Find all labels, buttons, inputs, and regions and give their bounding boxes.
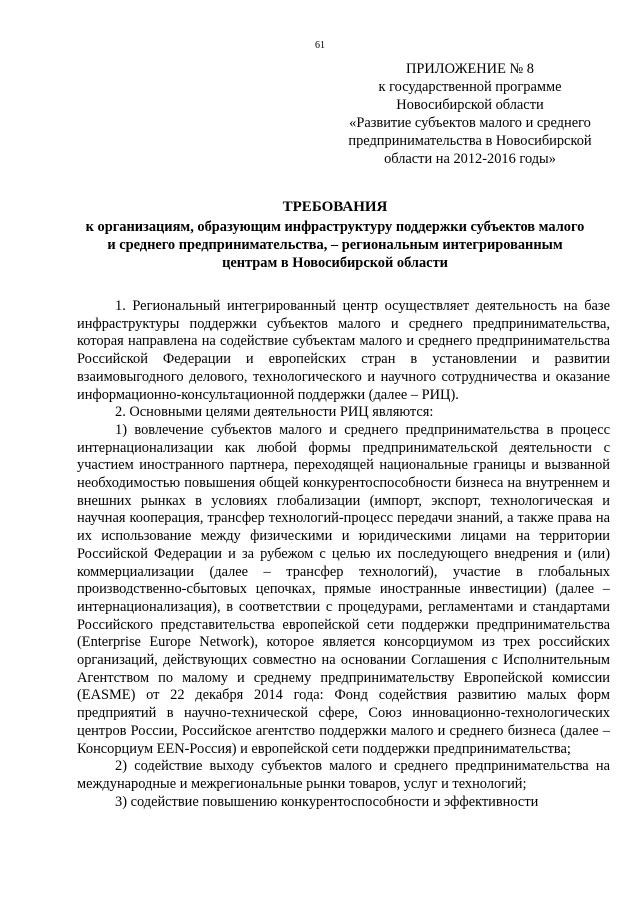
paragraph: 1. Региональный интегрированный центр осуществляет деятельность на базе инфраструктуры поддержки субъектов малого и среднего предпринимательства, которая направлена на содействие субъектам малого и среднего предпринимательства Российской Федерации и европейских стран в установлении и развитии взаимовыгодного делового, технологического и научного сотрудничества и оказание информационно-консультационной поддержки (далее – РИЦ). — [77, 298, 610, 403]
paragraph: 2) содействие выходу субъектов малого и среднего предпринимательства на международные и межрегиональные рынки товаров, услуг и технологий; — [77, 758, 610, 792]
title-line: к организациям, образующим инфраструктуру поддержки субъектов малого — [85, 219, 585, 235]
title-main: ТРЕБОВАНИЯ — [282, 199, 388, 215]
paragraph: 2. Основными целями деятельности РИЦ являются: — [115, 404, 434, 421]
appendix-line: предпринимательства в Новосибирской — [348, 133, 592, 149]
page-number: 61 — [315, 40, 325, 51]
paragraph: 3) содействие повышению конкурентоспособности и эффективности — [115, 793, 539, 810]
document-title — [60, 198, 610, 272]
appendix-header — [330, 60, 610, 168]
paragraph: 1) вовлечение субъектов малого и среднего предпринимательства в процесс интернационализации как любой формы предпринимательской деятельности с участием иностранного партнера, переходящей национальные границы и вызванной необходимостью повышения общей конкурентоспособности бизнеса на внутреннем и внешних рынках в условиях глобализации (импорт, экспорт, технологическая и научная кооперация, трансфер технологий-процесс передачи знаний, а также права на их использование между физическими и юридическими лицами на территории Российской Федерации и за рубежом с целью их последующего внедрения и (или) коммерциализации (далее – трансфер технологий), участие в глобальных производственно-сбытовых цепочках, прямые иностранные инвестиции) (далее – интернационализация), в соответствии с процедурами, регламентами и стандартами Российского представительства европейской сети поддержки предпринимательства (Enterprise Europe Network), которое является консорциумом из трех российских организаций, действующих совместно на основании Соглашения с Исполнительным Агентством по малому и среднему предпринимательству Европейской комиссии (EASME) от 22 декабря 2014 года: Фонд содействия развитию малых форм предприятий в научно-технической сфере, Союз инновационно-технологических центров России, Российское агентство поддержки малого и среднего бизнеса (далее – Консорциум EEN-Россия) и европейской сети поддержки предпринимательства; — [77, 421, 610, 757]
appendix-line: Новосибирской области — [396, 97, 544, 113]
appendix-line: к государственной программе — [378, 79, 562, 95]
document-body — [77, 298, 610, 811]
appendix-line: ПРИЛОЖЕНИЕ № 8 — [406, 61, 534, 77]
title-line: и среднего предпринимательства, – региональным интегрированным — [107, 237, 563, 253]
appendix-line: области на 2012-2016 годы» — [384, 151, 556, 167]
appendix-line: «Развитие субъектов малого и среднего — [349, 115, 591, 131]
title-line: центрам в Новосибирской области — [222, 255, 448, 271]
